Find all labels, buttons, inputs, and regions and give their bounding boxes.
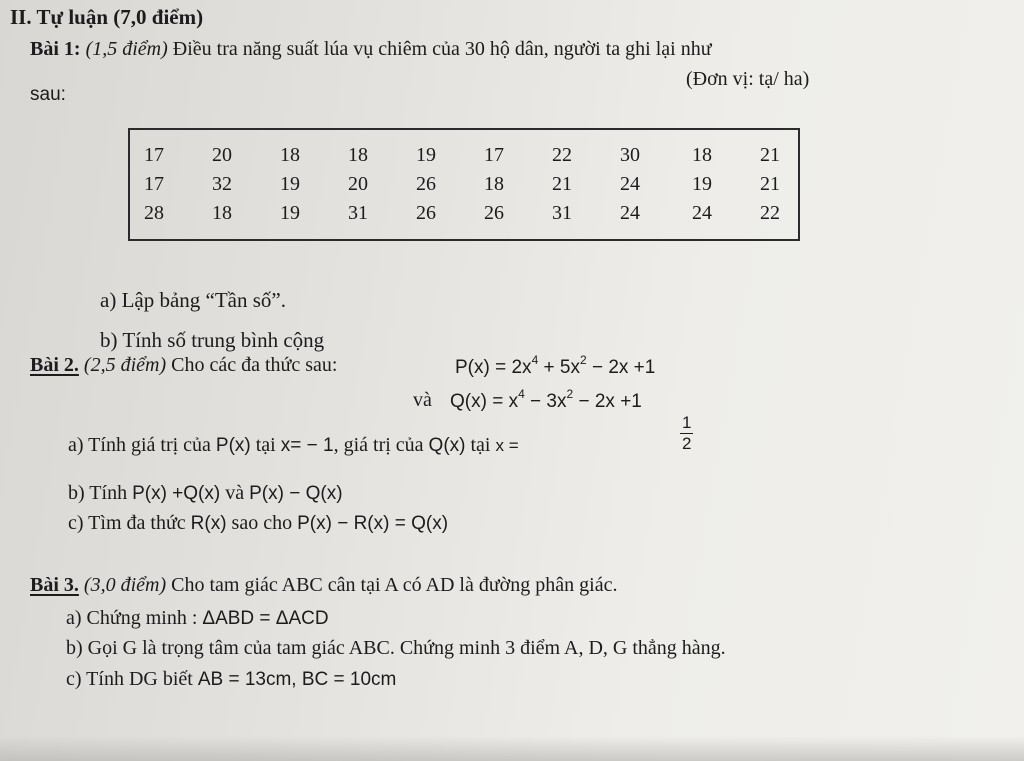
bai3-part-c [66,668,396,691]
fraction-one-half [680,414,693,453]
table-row [130,202,798,231]
bai1-line2: sau: [30,84,66,105]
table-cell: 26 [416,173,436,195]
table-cell: 19 [280,202,300,224]
table-cell: 22 [552,144,572,166]
text: c) Tính DG biết [66,668,193,690]
bai3-text: Cho tam giác ABC cân tại A có AD là đường phân giác. [171,574,618,596]
math: P(x) +Q(x) [132,483,221,504]
data-grid [130,144,798,231]
table-cell: 24 [692,202,712,224]
table-cell: 30 [620,144,640,166]
exponent: 2 [566,387,574,401]
table-row [130,144,798,173]
table-cell: 31 [348,202,368,224]
text: a) Chứng minh : [66,607,198,629]
bai2-points: (2,5 điểm) [83,354,167,376]
table-cell: 17 [144,144,164,166]
table-cell: 18 [280,144,300,166]
bai3-part-b: b) Gọi G là trọng tâm của tam giác ABC. Chứng minh 3 điểm A, D, G thẳng hàng. [66,637,726,659]
text: và [225,482,245,504]
table-cell: 17 [144,173,164,195]
bai1-text: Điều tra năng suất lúa vụ chiêm của 30 hộ dân, người ta ghi lại như [172,38,712,60]
table-cell: 21 [552,173,572,195]
text: tại [470,434,491,456]
conj-va: và [413,389,432,411]
section-title: II. Tự luận (7,0 điểm) [10,5,204,29]
math: Q(x) [428,435,466,456]
table-cell: 18 [212,202,232,224]
table-cell: 28 [144,202,164,224]
poly-p-part: − 2x +1 [586,357,656,378]
math: ΔABD = ΔACD [202,608,329,629]
math: R(x) [190,513,227,534]
table-row [130,173,798,202]
bai2-intro: Cho các đa thức sau: [171,354,338,376]
bai1-points: (1,5 điểm) [85,38,168,60]
poly-p [455,353,655,379]
poly-p-part: P(x) = 2x [455,357,532,378]
text: sao cho [231,512,293,534]
table-cell: 26 [416,202,436,224]
table-cell: 21 [760,144,780,166]
poly-q-part: − 2x +1 [573,391,642,412]
table-cell: 32 [212,173,232,195]
data-table [128,128,800,241]
bai1-unit: (Đơn vị: tạ/ ha) [686,68,810,90]
fraction-denominator: 2 [682,434,692,453]
text: tại [255,434,276,456]
bai3-points: (3,0 điểm) [83,574,167,596]
bai2-part-a [68,434,519,457]
exponent: 2 [579,353,587,367]
bai1-part-a: a) Lập bảng “Tần số”. [100,288,286,312]
math: P(x) − Q(x) [249,483,343,504]
poly-p-part: + 5x [538,357,580,378]
table-cell: 18 [692,144,712,166]
table-cell: 20 [212,144,232,166]
text: a) Tính giá trị của [68,434,211,456]
math: x = [495,436,519,455]
fraction-numerator: 1 [682,413,692,432]
table-cell: 31 [552,202,572,224]
table-cell: 21 [760,173,780,195]
table-cell: 19 [692,173,712,195]
math: AB = 13cm, BC = 10cm [197,669,397,690]
math: P(x) − R(x) = Q(x) [297,513,449,534]
text: , giá trị của [333,434,424,456]
text: c) Tìm đa thức [68,512,186,534]
table-cell: 19 [416,144,436,166]
bai2-part-b [68,482,343,505]
bai3-line1 [30,574,617,597]
math: P(x) [215,435,251,456]
bai1-label: Bài 1: [30,38,81,60]
table-cell: 22 [760,202,780,224]
text: b) Tính [68,482,128,504]
exponent: 4 [518,387,525,401]
table-cell: 20 [348,173,368,195]
table-cell: 24 [620,202,640,224]
bai2-part-c [68,512,448,535]
bai1-part-b: b) Tính số trung bình cộng [100,328,325,352]
bai3-part-a [66,607,329,630]
exponent: 4 [531,353,539,367]
bai2-label: Bài 2. [30,354,79,376]
table-cell: 18 [484,173,504,195]
bai3-label: Bài 3. [30,574,79,596]
table-cell: 17 [484,144,504,166]
table-cell: 26 [484,202,504,224]
poly-q-part: Q(x) = x [450,391,519,412]
poly-q [450,387,642,413]
bai1-line1 [30,38,712,61]
math: x= − 1 [280,435,334,456]
poly-q-part: − 3x [524,391,567,412]
table-cell: 18 [348,144,368,166]
page-bottom-shadow [0,736,1024,761]
bai2-line1 [30,354,337,377]
table-cell: 19 [280,173,300,195]
table-cell: 24 [620,173,640,195]
